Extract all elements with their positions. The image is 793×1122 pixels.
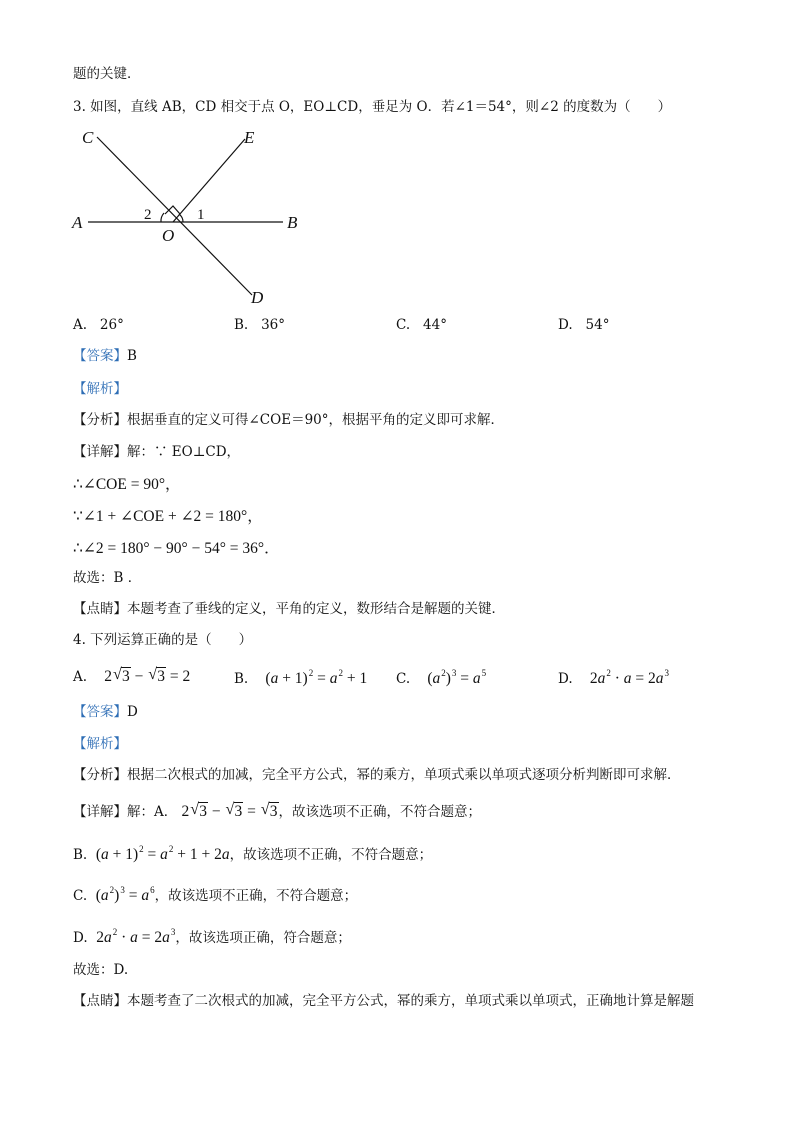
q3-step-1: ∴∠COE = 90°， (73, 476, 181, 493)
q4-stem: 4. 下列运算正确的是（ ） (73, 632, 253, 648)
q4-analysis-tag: 【解析】 (73, 736, 127, 752)
label-o: O (162, 226, 175, 245)
q3-fenxi: 【分析】根据垂直的定义可得∠COE＝90°，根据平角的定义即可求解． (73, 412, 504, 428)
label-c: C (82, 128, 94, 147)
label-b: B (287, 213, 298, 232)
q4-option-a: A. 2 √ 3 − √ 3 = 2 (73, 666, 191, 685)
q3-option-d: D. 54° (558, 317, 610, 333)
q3-step-2: ∵∠1 + ∠COE + ∠2 = 180°， (73, 508, 263, 525)
q3-option-c: C. 44° (396, 317, 447, 333)
label-a: A (72, 213, 83, 232)
q3-analysis-tag: 【解析】 (73, 381, 127, 397)
q3-option-a: A. 26° (73, 317, 124, 333)
q4-line-b: B. $(a + 1)^2 = a^2 + 1 + 2a$，故该选项不正确，不符合题意； (73, 844, 433, 863)
q3-option-b: B. 36° (234, 317, 286, 333)
q4-dianjing: 【点睛】本题考查了二次根式的加减，完全平方公式，幂的乘方，单项式乘以单项式，正确地计算是解题 (73, 993, 694, 1009)
angle-2-arc (161, 213, 164, 222)
q4-xiangjie-a: 【详解】解：A． 2 √ 3 − √ 3 = √ 3，故该选项不正确，不符合题意； (73, 801, 482, 820)
q3-choose: 故选：B ． (73, 570, 142, 586)
q4-option-b: B. $(a + 1)^2 = a^2 + 1$ (234, 668, 368, 687)
intro-tail-text: 题的关键． (73, 66, 141, 82)
label-e: E (244, 128, 255, 147)
q4-choose: 故选：D. (73, 962, 129, 978)
q4-answer: 【答案】D (73, 704, 138, 720)
right-angle-mark (165, 206, 180, 214)
q4-line-d: D. $2a^2 \cdot a = 2a^3$，故该选项正确，符合题意； (73, 927, 351, 946)
q4-option-d: D. $2a^2 \cdot a = 2a^3$ (558, 668, 669, 687)
q4-fenxi: 【分析】根据二次根式的加减，完全平方公式，幂的乘方，单项式乘以单项式逐项分析判断即可求解． (73, 767, 681, 783)
q3-xiangjie: 【详解】解：∵ EO⊥CD， (73, 444, 241, 460)
label-angle-1: 1 (197, 207, 205, 223)
line-eo (173, 139, 245, 222)
label-d: D (251, 288, 264, 307)
q3-figure (70, 125, 310, 310)
q3-answer: 【答案】B (73, 348, 137, 364)
q3-stem: 3. 如图，直线 AB，CD 相交于点 O，EO⊥CD，垂足为 O．若∠1＝54°，则∠2 的度数为（ ） (73, 99, 672, 115)
q4-line-c: C. $(a^2)^3 = a^6$，故该选项不正确，不符合题意； (73, 885, 358, 904)
q3-dianjing: 【点睛】本题考查了垂线的定义，平角的定义，数形结合是解题的关键． (73, 601, 505, 617)
line-cd (97, 137, 252, 295)
q3-step-3: ∴∠2 = 180° − 90° − 54° = 36°． (73, 540, 280, 557)
q4-option-c: C. $(a^2)^3 = a^5$ (396, 668, 487, 687)
label-angle-2: 2 (144, 207, 152, 223)
